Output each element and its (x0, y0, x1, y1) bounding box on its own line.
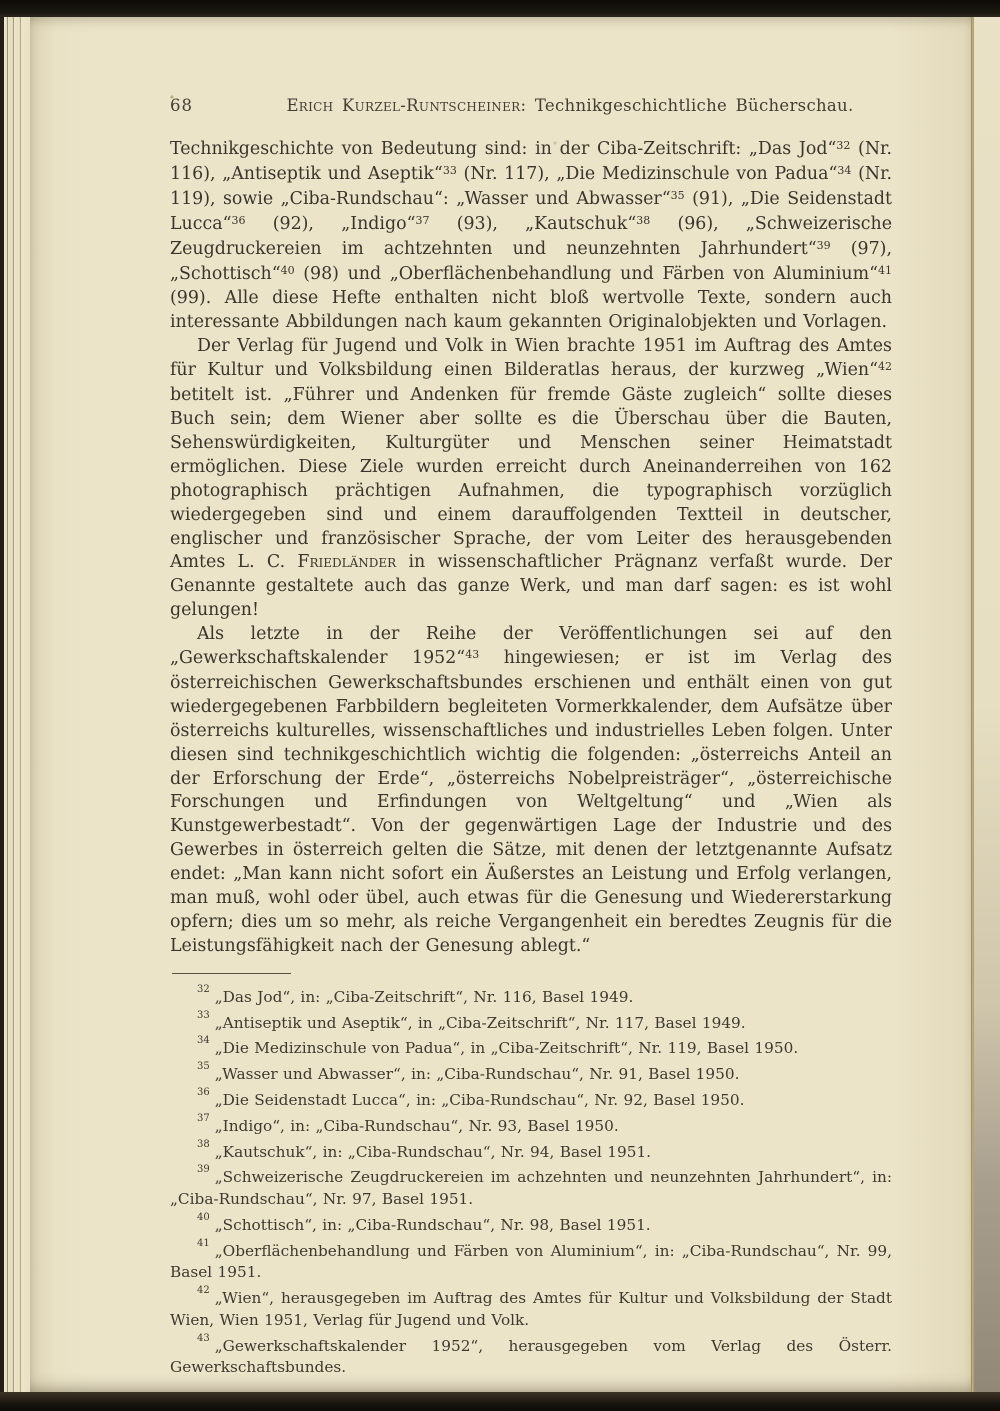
footnote-number: 37 (197, 1112, 210, 1124)
footnote: $^{43}$ „Gewerkschaftskalender 1952“, herausgegeben vom Verlag des Österr. Gewerkschaftsbundes. (170, 1332, 892, 1377)
bottom-dark-band (0, 1392, 1000, 1411)
footnote-ref: 40 (280, 263, 295, 277)
footnote-ref: 35 (670, 188, 685, 202)
footnote-ref: 33 (442, 163, 457, 177)
footnote: $^{41}$ „Oberflächenbehandlung und Färben von Aluminium“, in: „Ciba-Rundschau“, Nr. 99, Basel 1951. (170, 1237, 892, 1282)
footnotes-block (170, 983, 892, 1379)
small-caps-name: Friedländer (297, 552, 397, 573)
footnote: $^{37}$ „Indigo“, in: „Ciba-Rundschau“, Nr. 93, Basel 1950. (197, 1112, 619, 1135)
gutter-crease (971, 15, 974, 1393)
footnote-number: 41 (197, 1237, 210, 1249)
author-name: Erich Kurzel-Runtscheiner (286, 96, 521, 115)
footnote-number: 34 (197, 1035, 210, 1047)
footnote-ref: 32 (836, 139, 851, 153)
footnote-ref: 42 (878, 360, 892, 374)
book-page (30, 15, 972, 1393)
footnote: $^{39}$ „Schweizerische Zeugdruckereien im achzehnten und neunzehnten Jahrhundert“, in: „Ciba-Rundschau“, Nr. 97, Basel 1951. (170, 1164, 892, 1209)
footnote: $^{34}$ „Die Medizinschule von Padua“, in „Ciba-Zeitschrift“, Nr. 119, Basel 1950. (197, 1035, 799, 1058)
footnote-ref: 41 (878, 263, 892, 277)
footnote: $^{33}$ „Antiseptik und Aseptik“, in „Ciba-Zeitschrift“, Nr. 117, Basel 1949. (197, 1009, 746, 1032)
running-title (248, 96, 892, 115)
paragraph: Als letzte in der Reihe der Veröffentlichungen sei auf den „Gewerkschaftskalender 1952“$^{43}$ hingewiesen; er ist im Verlag des österreichischen Gewerkschaftsbundes erschienen und enthält einen von gut wiedergegebenen Farbbildern begleiteten Vormerkkalender, dem Aufsätze über österreichs kulturelles, wissenschaftliches und industrielles Leben folgen. Unter diesen sind technikgeschichtlich wichtig die folgenden: „österreichs Anteil an der Erforschung der Erde“, „österreichs Nobelpreisträger“, „österreichische Forschungen und Erfindungen von Weltgeltung“ und „Wien als Kunstgewerbestadt“. Von der gegenwärtigen Lage der Industrie und des Gewerbes in österreich gelten die Sätze, mit denen der letztgenannte Aufsatz endet: „Man kann nicht sofort ein Äußerstes an Leistung und Erfolg verlangen, man muß, wohl oder übel, auch etwas für die Genesung und Wiedererstarkung opfern; dies um so mehr, als reiche Vergangenheit ein beredtes Zeugnis für die Leistungsfähigkeit nach der Genesung ablegt.“ (170, 624, 892, 956)
footnote-number: 39 (197, 1164, 210, 1176)
page-number: 68 (170, 96, 193, 115)
footnote-ref: 34 (837, 163, 852, 177)
footnote-number: 42 (197, 1285, 210, 1297)
body-paragraphs (170, 138, 892, 959)
footnote-number: 43 (197, 1332, 210, 1344)
footnote-ref: 43 (465, 648, 480, 662)
footnote: $^{35}$ „Wasser und Abwasser“, in: „Ciba-Rundschau“, Nr. 91, Basel 1950. (197, 1061, 740, 1084)
footnote: $^{36}$ „Die Seidenstadt Lucca“, in: „Ciba-Rundschau“, Nr. 92, Basel 1950. (197, 1087, 745, 1110)
footnote: $^{32}$ „Das Jod“, in: „Ciba-Zeitschrift“, Nr. 116, Basel 1949. (197, 983, 634, 1006)
running-header (170, 96, 892, 115)
footnote-number: 40 (197, 1211, 210, 1223)
stacked-page-edges (0, 10, 32, 1401)
footnote-number: 32 (197, 983, 210, 995)
top-dark-band (0, 0, 1000, 17)
header-title: : Technikgeschichtliche Bücherschau. (520, 96, 854, 115)
footnote-number: 38 (197, 1138, 210, 1150)
footnote-rule (172, 973, 291, 974)
footnote-number: 35 (197, 1061, 210, 1073)
paragraph: Technikgeschichte von Bedeutung sind: in der Ciba-Zeitschrift: „Das Jod“$^{32}$ (Nr. 116), „Antiseptik und Aseptik“$^{33}$ (Nr. 117), „Die Medizinschule von Padua“$^{34}$ (Nr. 119), sowie „Ciba-Rundschau“: „Wasser und Abwasser“$^{35}$ (91), „Die Seidenstadt Lucca“$^{36}$ (92), „Indigo“$^{37}$ (93), „Kautschuk“$^{38}$ (96), „Schweizerische Zeugdruckereien im achtzehnten und neunzehnten Jahrhundert“$^{39}$ (97), „Schottisch“$^{40}$ (98) und „Oberflächenbehandlung und Färben von Aluminium“$^{41}$ (99). Alle diese Hefte enthalten nicht bloß wertvolle Texte, sondern auch interessante Abbildungen nach kaum gekannten Originalobjekten und Vorlagen. (170, 139, 893, 333)
footnote: $^{38}$ „Kautschuk“, in: „Ciba-Rundschau“, Nr. 94, Basel 1951. (197, 1138, 652, 1161)
footnote: $^{40}$ „Schottisch“, in: „Ciba-Rundschau“, Nr. 98, Basel 1951. (197, 1211, 651, 1234)
facing-page-sliver (974, 15, 1000, 1393)
footnote-ref: 38 (636, 213, 651, 227)
footnote-number: 33 (197, 1009, 210, 1021)
footnote-ref: 39 (816, 238, 831, 252)
footnote-number: 36 (197, 1087, 210, 1098)
text-column (170, 138, 892, 1379)
paragraph: Der Verlag für Jugend und Volk in Wien brachte 1951 im Auftrag des Amtes für Kultur und Volksbildung einen Bilderatlas heraus, der kurzweg „Wien“$^{42}$ betitelt ist. „Führer und Andenken für fremde Gäste zugleich“ sollte dieses Buch sein; dem Wiener aber sollte es die Überschau über die Bauten, Sehenswürdigkeiten, Kulturgüter und Menschen seiner Heimatstadt ermöglichen. Diese Ziele wurden erreicht durch Aneinanderreihen von 162 photographisch prächtigen Aufnahmen, die typographisch vorzüglich wiedergegeben sind und einem darauffolgenden Textteil in deutscher, englischer und französischer Sprache, der vom Leiter des herausgebenden Amtes L. C. Friedländer in wissenschaftlicher Prägnanz verfaßt wurde. Der Genannte gestaltete auch das ganze Werk, und man darf sagen: es ist wohl gelungen! (170, 336, 892, 621)
footnote-ref: 36 (231, 213, 246, 227)
footnote-ref: 37 (415, 213, 430, 227)
footnote: $^{42}$ „Wien“, herausgegeben im Auftrag des Amtes für Kultur und Volksbildung der Stadt Wien, Wien 1951, Verlag für Jugend und Volk. (170, 1285, 892, 1329)
